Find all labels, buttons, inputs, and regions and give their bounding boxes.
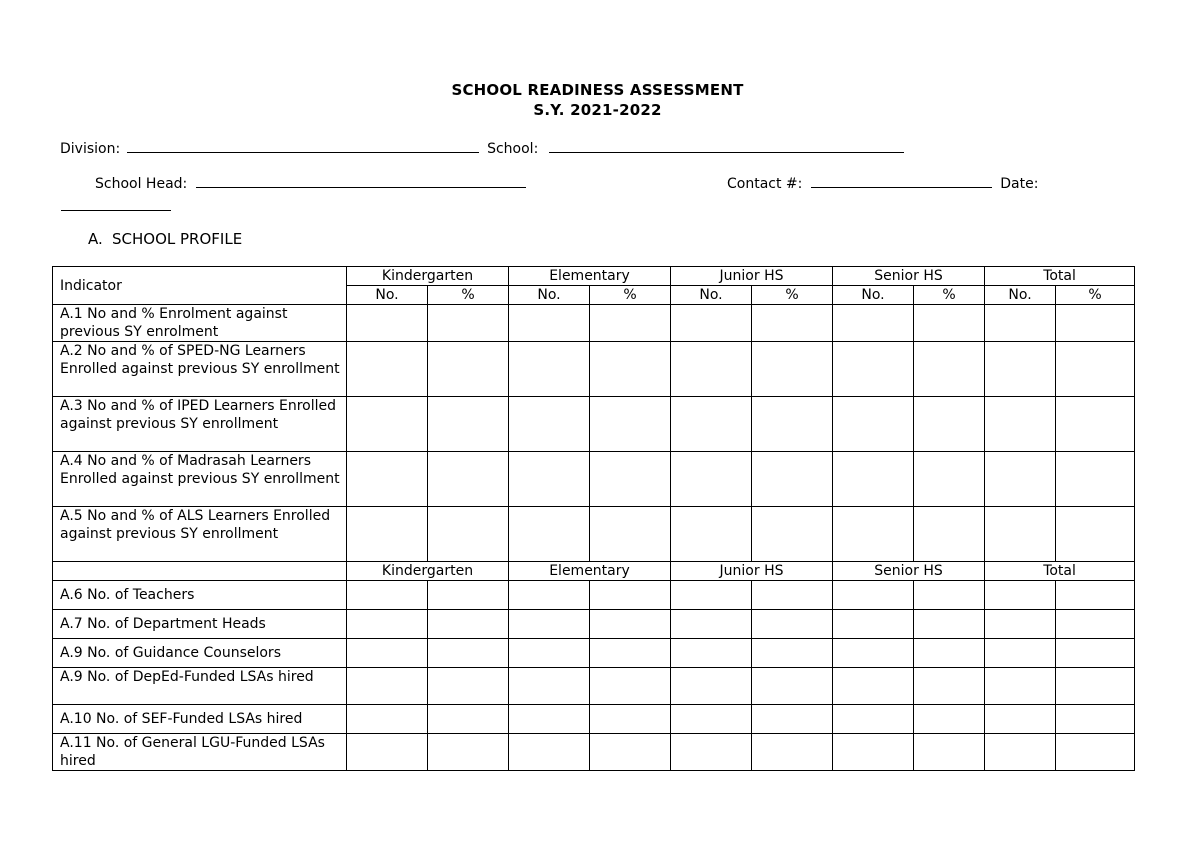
data-cell[interactable] — [590, 610, 671, 639]
data-cell[interactable] — [914, 734, 985, 771]
sub-header-no: No. — [509, 286, 590, 305]
data-cell[interactable] — [985, 507, 1056, 562]
level-header: Junior HS — [671, 267, 833, 286]
indicator-cell: A.1 No and % Enrolment against previous SY enrolment — [53, 305, 347, 342]
data-cell[interactable] — [428, 639, 509, 668]
section-letter: A. — [88, 230, 103, 248]
contact-date-line — [727, 175, 1038, 192]
data-cell[interactable] — [671, 639, 752, 668]
data-cell[interactable] — [347, 507, 428, 562]
table-row — [53, 668, 1135, 705]
data-cell[interactable] — [1056, 397, 1135, 452]
sub-header-pct: % — [752, 286, 833, 305]
data-cell[interactable] — [1056, 305, 1135, 342]
data-cell[interactable] — [833, 668, 914, 705]
data-cell[interactable] — [671, 668, 752, 705]
second-header-row — [53, 562, 1135, 581]
data-cell[interactable] — [985, 305, 1056, 342]
blank-header-cell — [53, 562, 347, 581]
data-cell[interactable] — [671, 305, 752, 342]
data-cell[interactable] — [833, 305, 914, 342]
data-cell[interactable] — [1056, 452, 1135, 507]
data-cell[interactable] — [914, 397, 985, 452]
data-cell[interactable] — [752, 507, 833, 562]
school-head-line — [95, 175, 526, 192]
indicator-cell: A.11 No. of General LGU-Funded LSAs hired — [53, 734, 347, 771]
data-cell[interactable] — [428, 452, 509, 507]
indicator-cell: A.5 No and % of ALS Learners Enrolled against previous SY enrollment — [53, 507, 347, 562]
level-header: Total — [985, 267, 1135, 286]
sub-header-pct: % — [590, 286, 671, 305]
sub-header-no: No. — [985, 286, 1056, 305]
school-year: S.Y. 2021-2022 — [533, 101, 662, 119]
level-header: Kindergarten — [347, 267, 509, 286]
data-cell[interactable] — [509, 342, 590, 397]
table-row — [53, 342, 1135, 397]
data-cell[interactable] — [347, 581, 428, 610]
sub-header-pct: % — [428, 286, 509, 305]
sub-header-pct: % — [914, 286, 985, 305]
data-cell[interactable] — [833, 342, 914, 397]
data-cell[interactable] — [914, 705, 985, 734]
data-cell[interactable] — [1056, 581, 1135, 610]
data-cell[interactable] — [509, 305, 590, 342]
data-cell[interactable] — [914, 610, 985, 639]
indicator-cell: A.9 No. of Guidance Counselors — [53, 639, 347, 668]
data-cell[interactable] — [985, 581, 1056, 610]
data-cell[interactable] — [833, 610, 914, 639]
data-cell[interactable] — [509, 581, 590, 610]
data-cell[interactable] — [1056, 342, 1135, 397]
data-cell[interactable] — [985, 610, 1056, 639]
data-cell[interactable] — [671, 342, 752, 397]
division-label: Division: — [60, 141, 121, 157]
data-cell[interactable] — [914, 639, 985, 668]
data-cell[interactable] — [671, 734, 752, 771]
data-cell[interactable] — [590, 705, 671, 734]
data-cell[interactable] — [985, 734, 1056, 771]
data-cell[interactable] — [914, 581, 985, 610]
data-cell[interactable] — [833, 397, 914, 452]
table-row — [53, 397, 1135, 452]
data-cell[interactable] — [671, 705, 752, 734]
data-cell[interactable] — [671, 581, 752, 610]
document-title: SCHOOL READINESS ASSESSMENT — [451, 81, 744, 99]
sub-header-no: No. — [833, 286, 914, 305]
data-cell[interactable] — [347, 705, 428, 734]
section-heading — [88, 230, 242, 248]
data-cell[interactable] — [1056, 507, 1135, 562]
date-line — [61, 198, 171, 215]
indicator-cell: A.3 No and % of IPED Learners Enrolled against previous SY enrollment — [53, 397, 347, 452]
data-cell[interactable] — [428, 397, 509, 452]
data-cell[interactable] — [590, 639, 671, 668]
data-cell[interactable] — [509, 639, 590, 668]
division-field[interactable] — [127, 140, 479, 153]
table-row — [53, 305, 1135, 342]
data-cell[interactable] — [428, 668, 509, 705]
division-school-line — [60, 140, 904, 157]
data-cell[interactable] — [985, 452, 1056, 507]
table-row — [53, 705, 1135, 734]
data-cell[interactable] — [509, 734, 590, 771]
data-cell[interactable] — [752, 305, 833, 342]
data-cell[interactable] — [985, 397, 1056, 452]
data-cell[interactable] — [985, 639, 1056, 668]
data-cell[interactable] — [428, 342, 509, 397]
school-head-label: School Head: — [95, 176, 188, 192]
level-header: Elementary — [509, 562, 671, 581]
data-cell[interactable] — [752, 639, 833, 668]
indicator-header: Indicator — [53, 267, 347, 305]
data-cell[interactable] — [914, 668, 985, 705]
data-cell[interactable] — [590, 507, 671, 562]
school-field[interactable] — [549, 140, 904, 153]
data-cell[interactable] — [509, 610, 590, 639]
data-cell[interactable] — [914, 452, 985, 507]
data-cell[interactable] — [752, 705, 833, 734]
data-cell[interactable] — [347, 452, 428, 507]
school-head-field[interactable] — [196, 175, 526, 188]
data-cell[interactable] — [752, 734, 833, 771]
data-cell[interactable] — [347, 305, 428, 342]
level-header: Senior HS — [833, 562, 985, 581]
data-cell[interactable] — [347, 610, 428, 639]
school-label: School: — [487, 141, 539, 157]
data-cell[interactable] — [914, 305, 985, 342]
data-cell[interactable] — [590, 397, 671, 452]
data-cell[interactable] — [752, 581, 833, 610]
data-cell[interactable] — [833, 452, 914, 507]
data-cell[interactable] — [347, 734, 428, 771]
data-cell[interactable] — [671, 397, 752, 452]
data-cell[interactable] — [590, 452, 671, 507]
data-cell[interactable] — [833, 507, 914, 562]
indicator-cell: A.6 No. of Teachers — [53, 581, 347, 610]
data-cell[interactable] — [428, 734, 509, 771]
data-cell[interactable] — [347, 639, 428, 668]
data-cell[interactable] — [1056, 734, 1135, 771]
indicator-cell: A.9 No. of DepEd-Funded LSAs hired — [53, 668, 347, 705]
data-cell[interactable] — [985, 668, 1056, 705]
data-cell[interactable] — [1056, 639, 1135, 668]
level-header: Elementary — [509, 267, 671, 286]
date-field[interactable] — [61, 198, 171, 211]
level-header: Junior HS — [671, 562, 833, 581]
sub-header-no: No. — [347, 286, 428, 305]
section-title: SCHOOL PROFILE — [112, 230, 243, 248]
indicator-cell: A.2 No and % of SPED-NG Learners Enrolled against previous SY enrollment — [53, 342, 347, 397]
table-row — [53, 610, 1135, 639]
data-cell[interactable] — [985, 342, 1056, 397]
data-cell[interactable] — [1056, 705, 1135, 734]
contact-label: Contact #: — [727, 176, 803, 192]
data-cell[interactable] — [428, 705, 509, 734]
data-cell[interactable] — [590, 668, 671, 705]
date-label: Date: — [1000, 176, 1039, 192]
level-header: Senior HS — [833, 267, 985, 286]
data-cell[interactable] — [509, 705, 590, 734]
data-cell[interactable] — [752, 452, 833, 507]
indicator-cell: A.4 No and % of Madrasah Learners Enrolled against previous SY enrollment — [53, 452, 347, 507]
data-cell[interactable] — [509, 668, 590, 705]
data-cell[interactable] — [428, 581, 509, 610]
data-cell[interactable] — [509, 507, 590, 562]
table-row — [53, 507, 1135, 562]
data-cell[interactable] — [1056, 668, 1135, 705]
data-cell[interactable] — [833, 734, 914, 771]
table-row — [53, 639, 1135, 668]
data-cell[interactable] — [914, 507, 985, 562]
data-cell[interactable] — [428, 610, 509, 639]
data-cell[interactable] — [590, 305, 671, 342]
level-header: Kindergarten — [347, 562, 509, 581]
data-cell[interactable] — [752, 668, 833, 705]
table-row — [53, 734, 1135, 771]
data-cell[interactable] — [590, 581, 671, 610]
data-cell[interactable] — [347, 397, 428, 452]
data-cell[interactable] — [347, 668, 428, 705]
data-cell[interactable] — [752, 610, 833, 639]
indicator-cell: A.7 No. of Department Heads — [53, 610, 347, 639]
indicator-cell: A.10 No. of SEF-Funded LSAs hired — [53, 705, 347, 734]
data-cell[interactable] — [590, 342, 671, 397]
data-cell[interactable] — [833, 639, 914, 668]
data-cell[interactable] — [833, 581, 914, 610]
data-cell[interactable] — [347, 342, 428, 397]
school-profile-table — [52, 266, 1135, 771]
data-cell[interactable] — [914, 342, 985, 397]
data-cell[interactable] — [671, 610, 752, 639]
sub-header-no: No. — [671, 286, 752, 305]
data-cell[interactable] — [752, 397, 833, 452]
data-cell[interactable] — [671, 507, 752, 562]
data-cell[interactable] — [428, 305, 509, 342]
data-cell[interactable] — [671, 452, 752, 507]
data-cell[interactable] — [590, 734, 671, 771]
level-header: Total — [985, 562, 1135, 581]
table-row — [53, 452, 1135, 507]
data-cell[interactable] — [428, 507, 509, 562]
data-cell[interactable] — [752, 342, 833, 397]
data-cell[interactable] — [509, 397, 590, 452]
sub-header-pct: % — [1056, 286, 1135, 305]
data-cell[interactable] — [509, 452, 590, 507]
data-cell[interactable] — [1056, 610, 1135, 639]
data-cell[interactable] — [833, 705, 914, 734]
contact-field[interactable] — [811, 175, 992, 188]
table-row — [53, 581, 1135, 610]
data-cell[interactable] — [985, 705, 1056, 734]
